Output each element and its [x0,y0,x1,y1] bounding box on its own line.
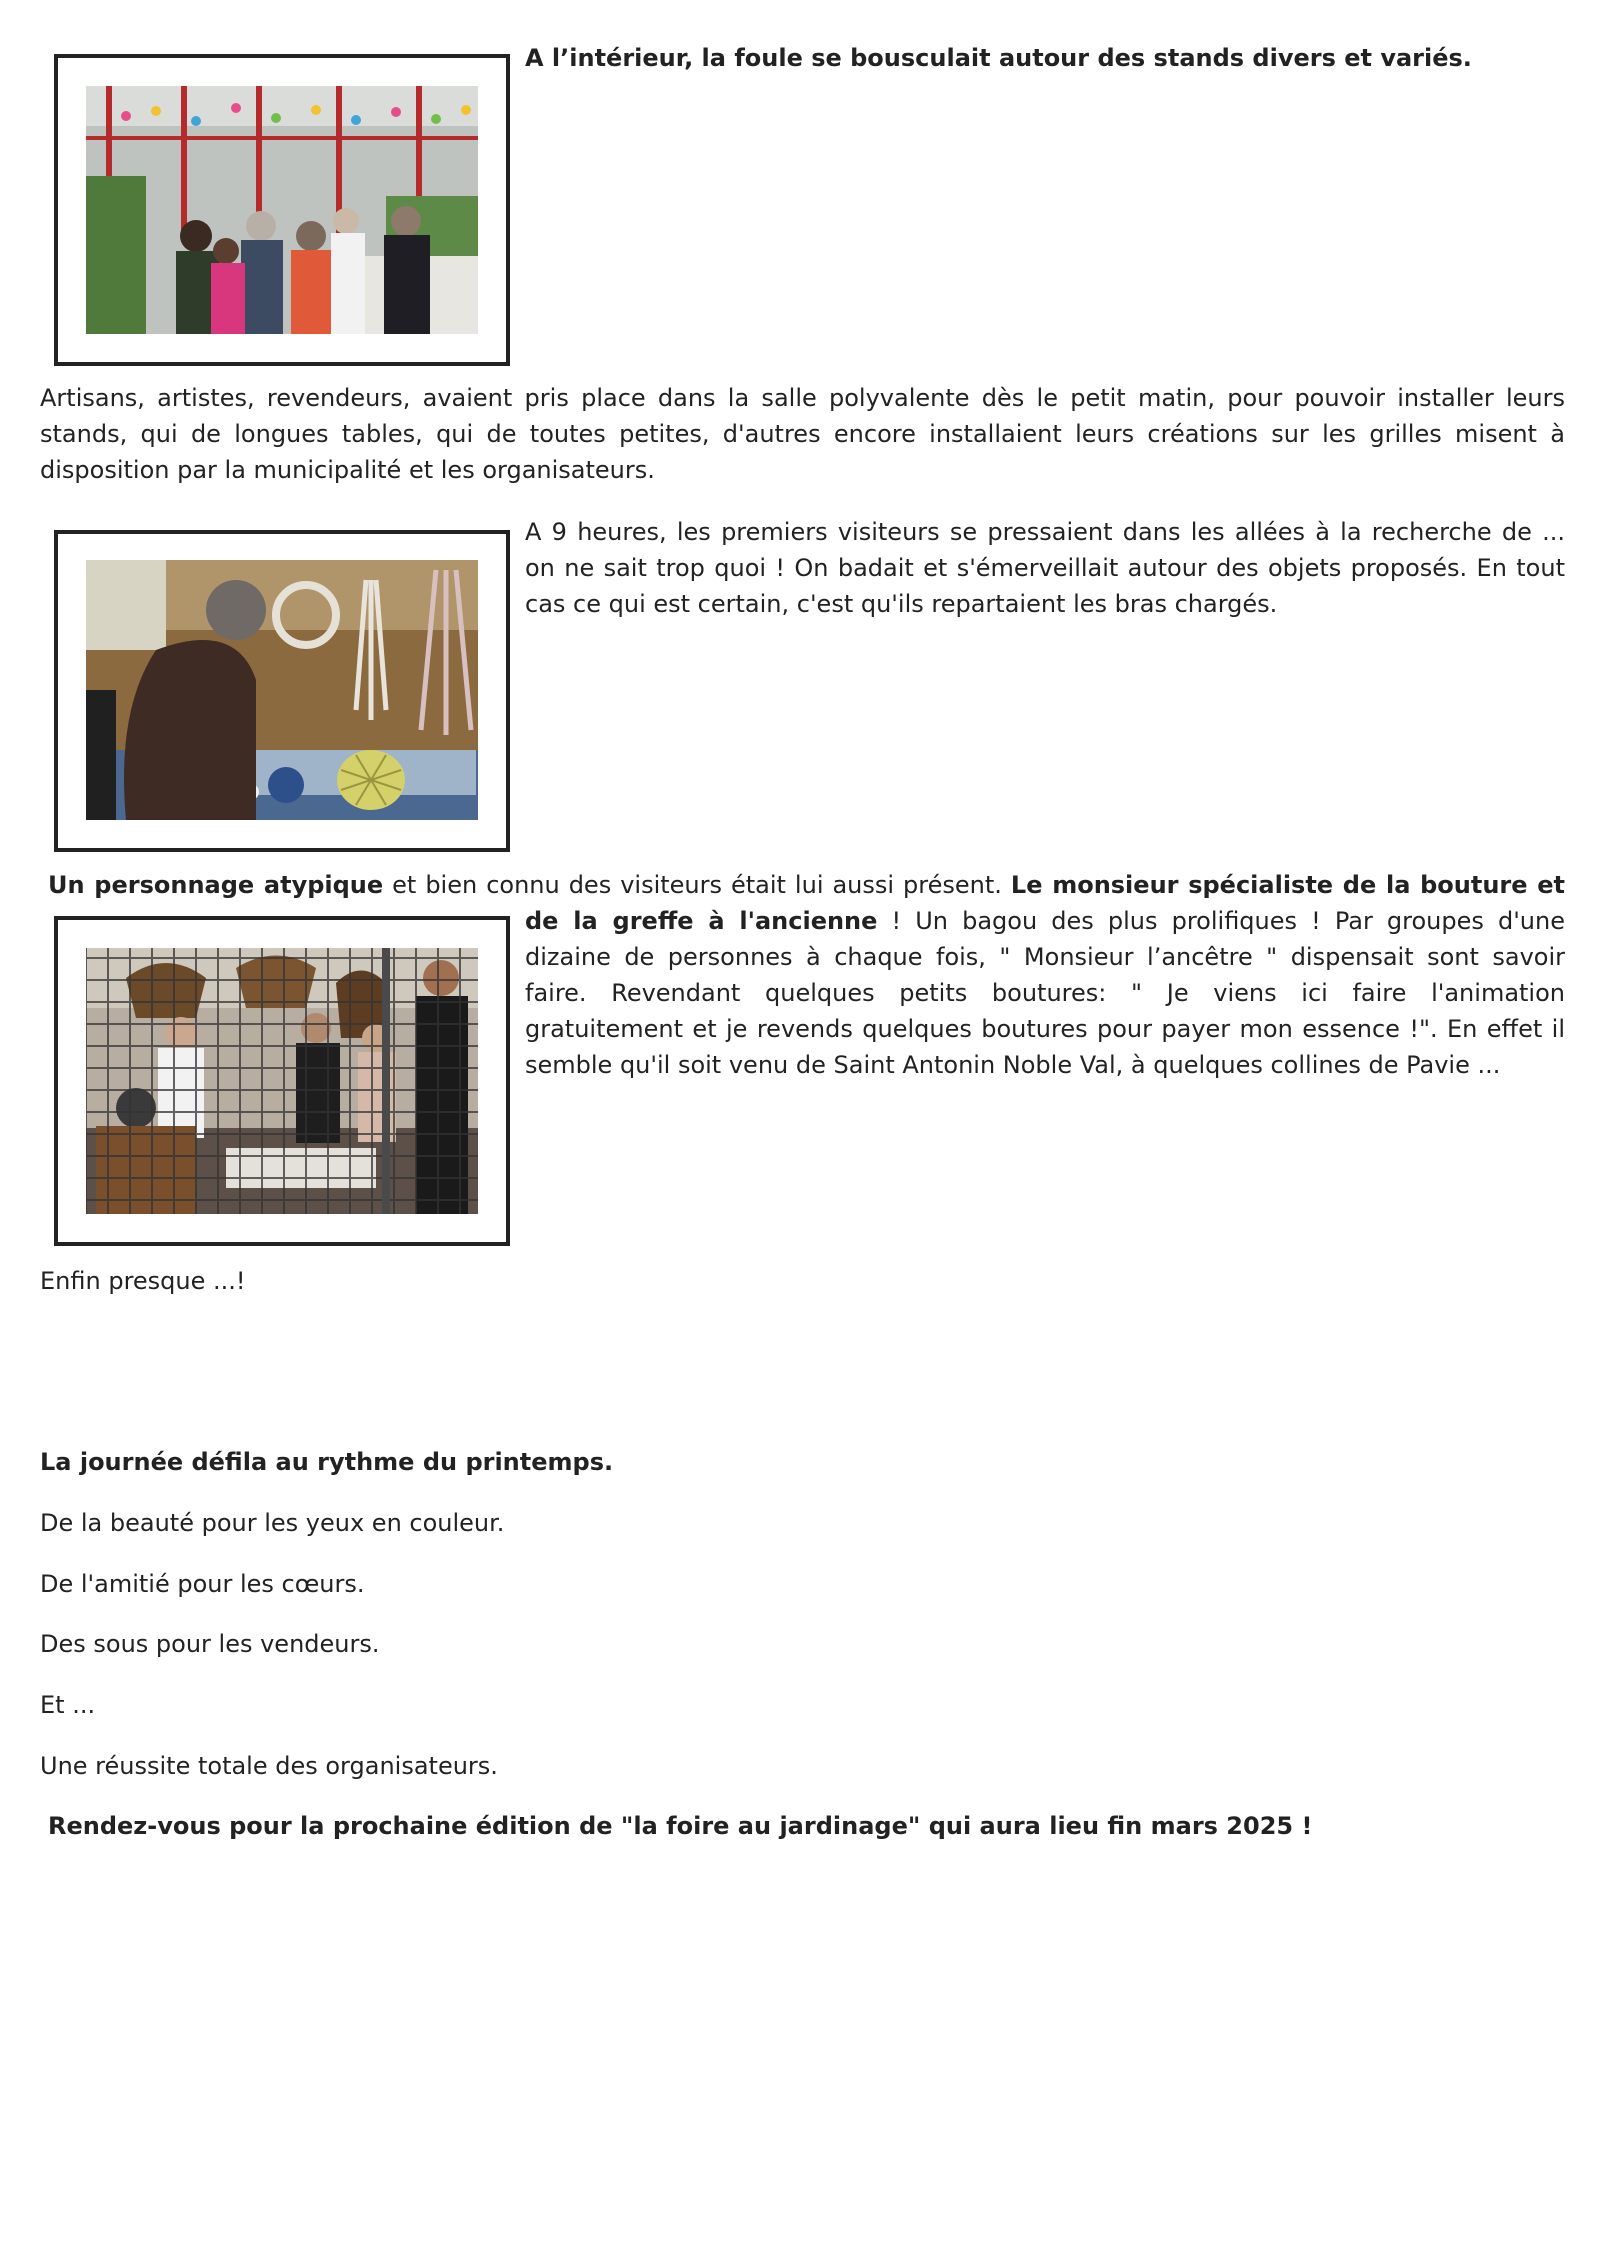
section1-heading: A l’intérieur, la foule se bousculait autour des stands divers et variés. [525,44,1472,72]
bouture-image [86,948,478,1214]
conclusion-line-2: De l'amitié pour les cœurs. [40,1570,365,1598]
section3-line-6: semble qu'il soit venu de Saint Antonin Noble Val, à quelques collines de Pavie ... [525,1051,1501,1079]
paragraph-artisans-line-1: Artisans, artistes, revendeurs, avaient pris place dans la salle polyvalente dès le petit matin, pour pouvoir installer leurs [40,384,1565,412]
section3-intro-line [48,867,1565,903]
section3-intro-bold2: Le monsieur spécialiste de la bouture et [1010,871,1566,899]
ending-text: Enfin presque ...! [40,1267,246,1295]
conclusion-line-4: Et ... [40,1691,96,1719]
conclusion-line-1: De la beauté pour les yeux en couleur. [40,1509,505,1537]
section2-line-1: A 9 heures, les premiers visiteurs se pressaient dans les allées à la recherche de ... [525,518,1565,546]
paragraph-artisans-line-2: stands, qui de longues tables, qui de toutes petites, d'autres encore installaient leurs créations sur les grilles misent à [40,420,1565,448]
photo-bouture [86,948,478,1214]
conclusion-line-5: Une réussite totale des organisateurs. [40,1752,498,1780]
section2-line-3: cas ce qui est certain, c'est qu'ils repartaient les bras chargés. [525,590,1278,618]
section3-line-3: dizaine de personnes à chaque fois, " Monsieur l’ancêtre " dispensait sont savoir [525,943,1565,971]
section3-intro-bold: Un personnage atypique [48,871,384,899]
macrame-image [86,560,478,820]
crowd-image [86,86,478,334]
section3-line-2 [525,903,1565,939]
paragraph-artisans-line-3: disposition par la municipalité et les organisateurs. [40,456,655,484]
section3-line-4: faire. Revendant quelques petits boutures: " Je viens ici faire l'animation [525,979,1565,1007]
section3-text [525,903,1565,1083]
section3-line2-text: ! Un bagou des plus prolifiques ! Par groupes d'une [877,907,1565,935]
photo-crowd [86,86,478,334]
section2-line-2: on ne sait trop quoi ! On badait et s'émerveillait autour des objets proposés. En tout [525,554,1565,582]
section3-line2-bold: de la greffe à l'ancienne [525,907,878,935]
conclusion-final: Rendez-vous pour la prochaine édition de "la foire au jardinage" qui aura lieu fin mars 2025 ! [48,1812,1313,1840]
conclusion-line-3: Des sous pour les vendeurs. [40,1630,380,1658]
section2-text [525,514,1565,622]
section3-intro-text: et bien connu des visiteurs était lui aussi présent. [383,871,1011,899]
conclusion-heading: La journée défila au rythme du printemps. [40,1448,614,1476]
paragraph-artisans [40,380,1565,488]
photo-macrame [86,560,478,820]
section3-line-5: gratuitement et je revends quelques boutures pour payer mon essence !". En effet il [525,1015,1565,1043]
